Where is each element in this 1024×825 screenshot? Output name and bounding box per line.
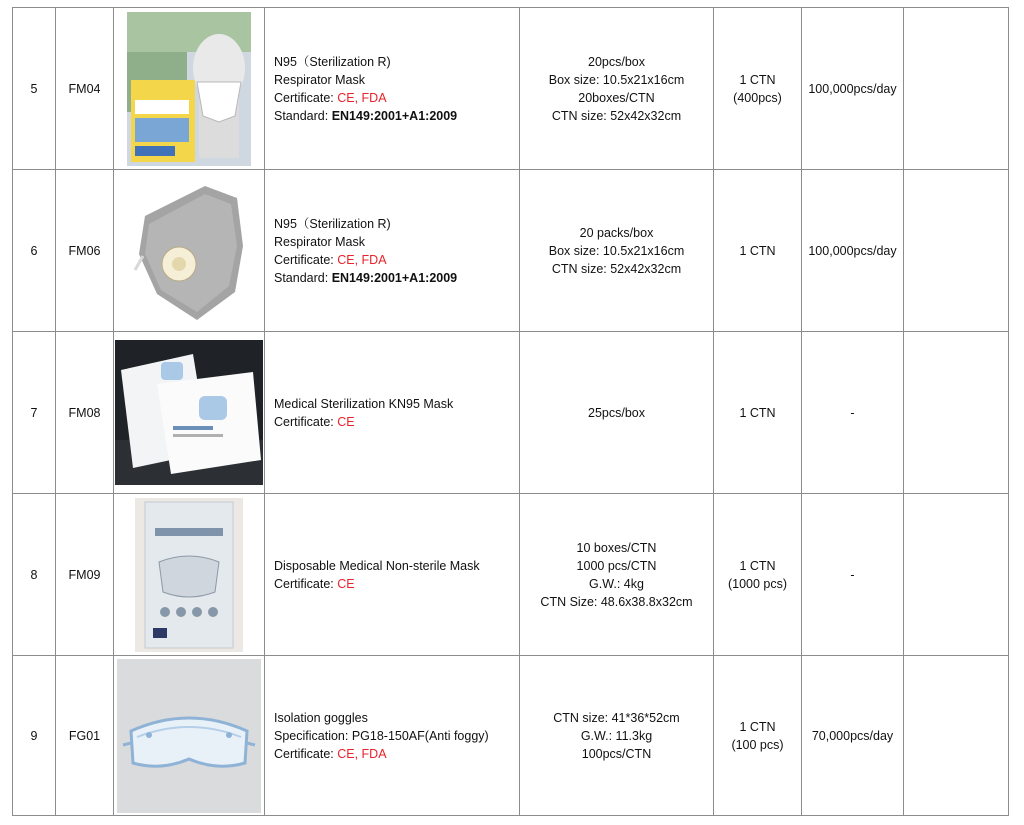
product-name: N95（Sterilization R) [274, 54, 391, 69]
packing-line: 10 boxes/CTN [576, 540, 657, 555]
product-name: Isolation goggles [274, 710, 368, 725]
packing-line: 25pcs/box [588, 405, 645, 420]
specification-label: Specification: [274, 728, 352, 743]
moq-line: (400pcs) [733, 90, 782, 105]
product-description [265, 656, 520, 816]
certificate-label: Certificate: [274, 414, 338, 429]
packing-info [520, 170, 714, 332]
kn95-mask-photo [115, 340, 263, 485]
packing-line: 20boxes/CTN [578, 90, 655, 105]
extra-cell [904, 332, 1009, 494]
packing-line: Box size: 10.5x21x16cm [548, 72, 685, 87]
capacity: 100,000pcs/day [802, 8, 904, 170]
product-description [265, 170, 520, 332]
packing-line: 1000 pcs/CTN [576, 558, 657, 573]
packing-line: G.W.: 11.3kg [580, 728, 653, 743]
table-row [13, 170, 1009, 332]
moq [714, 656, 802, 816]
product-photo-cell [114, 332, 265, 494]
packing-line: G.W.: 4kg [589, 576, 644, 591]
moq-line: 1 CTN [739, 405, 776, 420]
n95-mask-photo [127, 12, 251, 166]
packing-info [520, 332, 714, 494]
product-code: FM06 [56, 170, 114, 332]
certificate-label: Certificate: [274, 252, 338, 267]
packing-line: Box size: 10.5x21x16cm [548, 243, 685, 258]
extra-cell [904, 8, 1009, 170]
specification-value: PG18-150AF(Anti foggy) [351, 728, 489, 743]
product-description [265, 332, 520, 494]
product-photo-cell [114, 170, 265, 332]
row-number: 6 [13, 170, 56, 332]
standard-value: EN149:2001+A1:2009 [331, 270, 458, 285]
product-name: Medical Sterilization KN95 Mask [274, 396, 454, 411]
moq-line: 1 CTN [739, 558, 776, 573]
capacity: 100,000pcs/day [802, 170, 904, 332]
table-row [13, 656, 1009, 816]
table-row [13, 8, 1009, 170]
capacity: 70,000pcs/day [802, 656, 904, 816]
row-number: 5 [13, 8, 56, 170]
moq [714, 332, 802, 494]
disposable-mask-pouch-photo [135, 498, 243, 652]
moq [714, 170, 802, 332]
packing-info [520, 8, 714, 170]
product-table [12, 7, 1009, 816]
certificate-value: CE [337, 576, 355, 591]
table-row [13, 494, 1009, 656]
certificate-value: CE, FDA [337, 90, 387, 105]
packing-line: 20 packs/box [579, 225, 654, 240]
packing-info [520, 494, 714, 656]
packing-line: 20pcs/box [588, 54, 645, 69]
table-row [13, 332, 1009, 494]
packing-line: CTN size: 52x42x32cm [551, 108, 682, 123]
packing-line: 100pcs/CTN [581, 746, 652, 761]
product-name: Disposable Medical Non-sterile Mask [274, 558, 480, 573]
product-code: FM09 [56, 494, 114, 656]
certificate-label: Certificate: [274, 90, 338, 105]
capacity: - [802, 332, 904, 494]
product-photo-cell [114, 8, 265, 170]
standard-label: Standard: [274, 108, 332, 123]
product-photo-cell [114, 656, 265, 816]
certificate-label: Certificate: [274, 746, 338, 761]
isolation-goggles-photo [117, 659, 261, 813]
moq-line: 1 CTN [739, 719, 776, 734]
row-number: 9 [13, 656, 56, 816]
standard-value: EN149:2001+A1:2009 [331, 108, 458, 123]
product-type: Respirator Mask [274, 234, 365, 249]
moq-line: (100 pcs) [731, 737, 784, 752]
certificate-label: Certificate: [274, 576, 338, 591]
row-number: 8 [13, 494, 56, 656]
product-type: Respirator Mask [274, 72, 365, 87]
certificate-value: CE, FDA [337, 252, 387, 267]
product-description [265, 494, 520, 656]
extra-cell [904, 656, 1009, 816]
moq [714, 494, 802, 656]
moq-line: (1000 pcs) [727, 576, 788, 591]
valved-respirator-photo [127, 174, 251, 328]
moq-line: 1 CTN [739, 243, 776, 258]
packing-line: CTN size: 41*36*52cm [553, 710, 680, 725]
extra-cell [904, 494, 1009, 656]
packing-line: CTN Size: 48.6x38.8x32cm [540, 594, 693, 609]
capacity: - [802, 494, 904, 656]
product-description [265, 8, 520, 170]
packing-line: CTN size: 52x42x32cm [551, 261, 682, 276]
moq [714, 8, 802, 170]
product-photo-cell [114, 494, 265, 656]
packing-info [520, 656, 714, 816]
row-number: 7 [13, 332, 56, 494]
certificate-value: CE, FDA [337, 746, 387, 761]
product-code: FM08 [56, 332, 114, 494]
extra-cell [904, 170, 1009, 332]
product-name: N95（Sterilization R) [274, 216, 391, 231]
certificate-value: CE [337, 414, 355, 429]
moq-line: 1 CTN [739, 72, 776, 87]
standard-label: Standard: [274, 270, 332, 285]
product-code: FG01 [56, 656, 114, 816]
product-code: FM04 [56, 8, 114, 170]
